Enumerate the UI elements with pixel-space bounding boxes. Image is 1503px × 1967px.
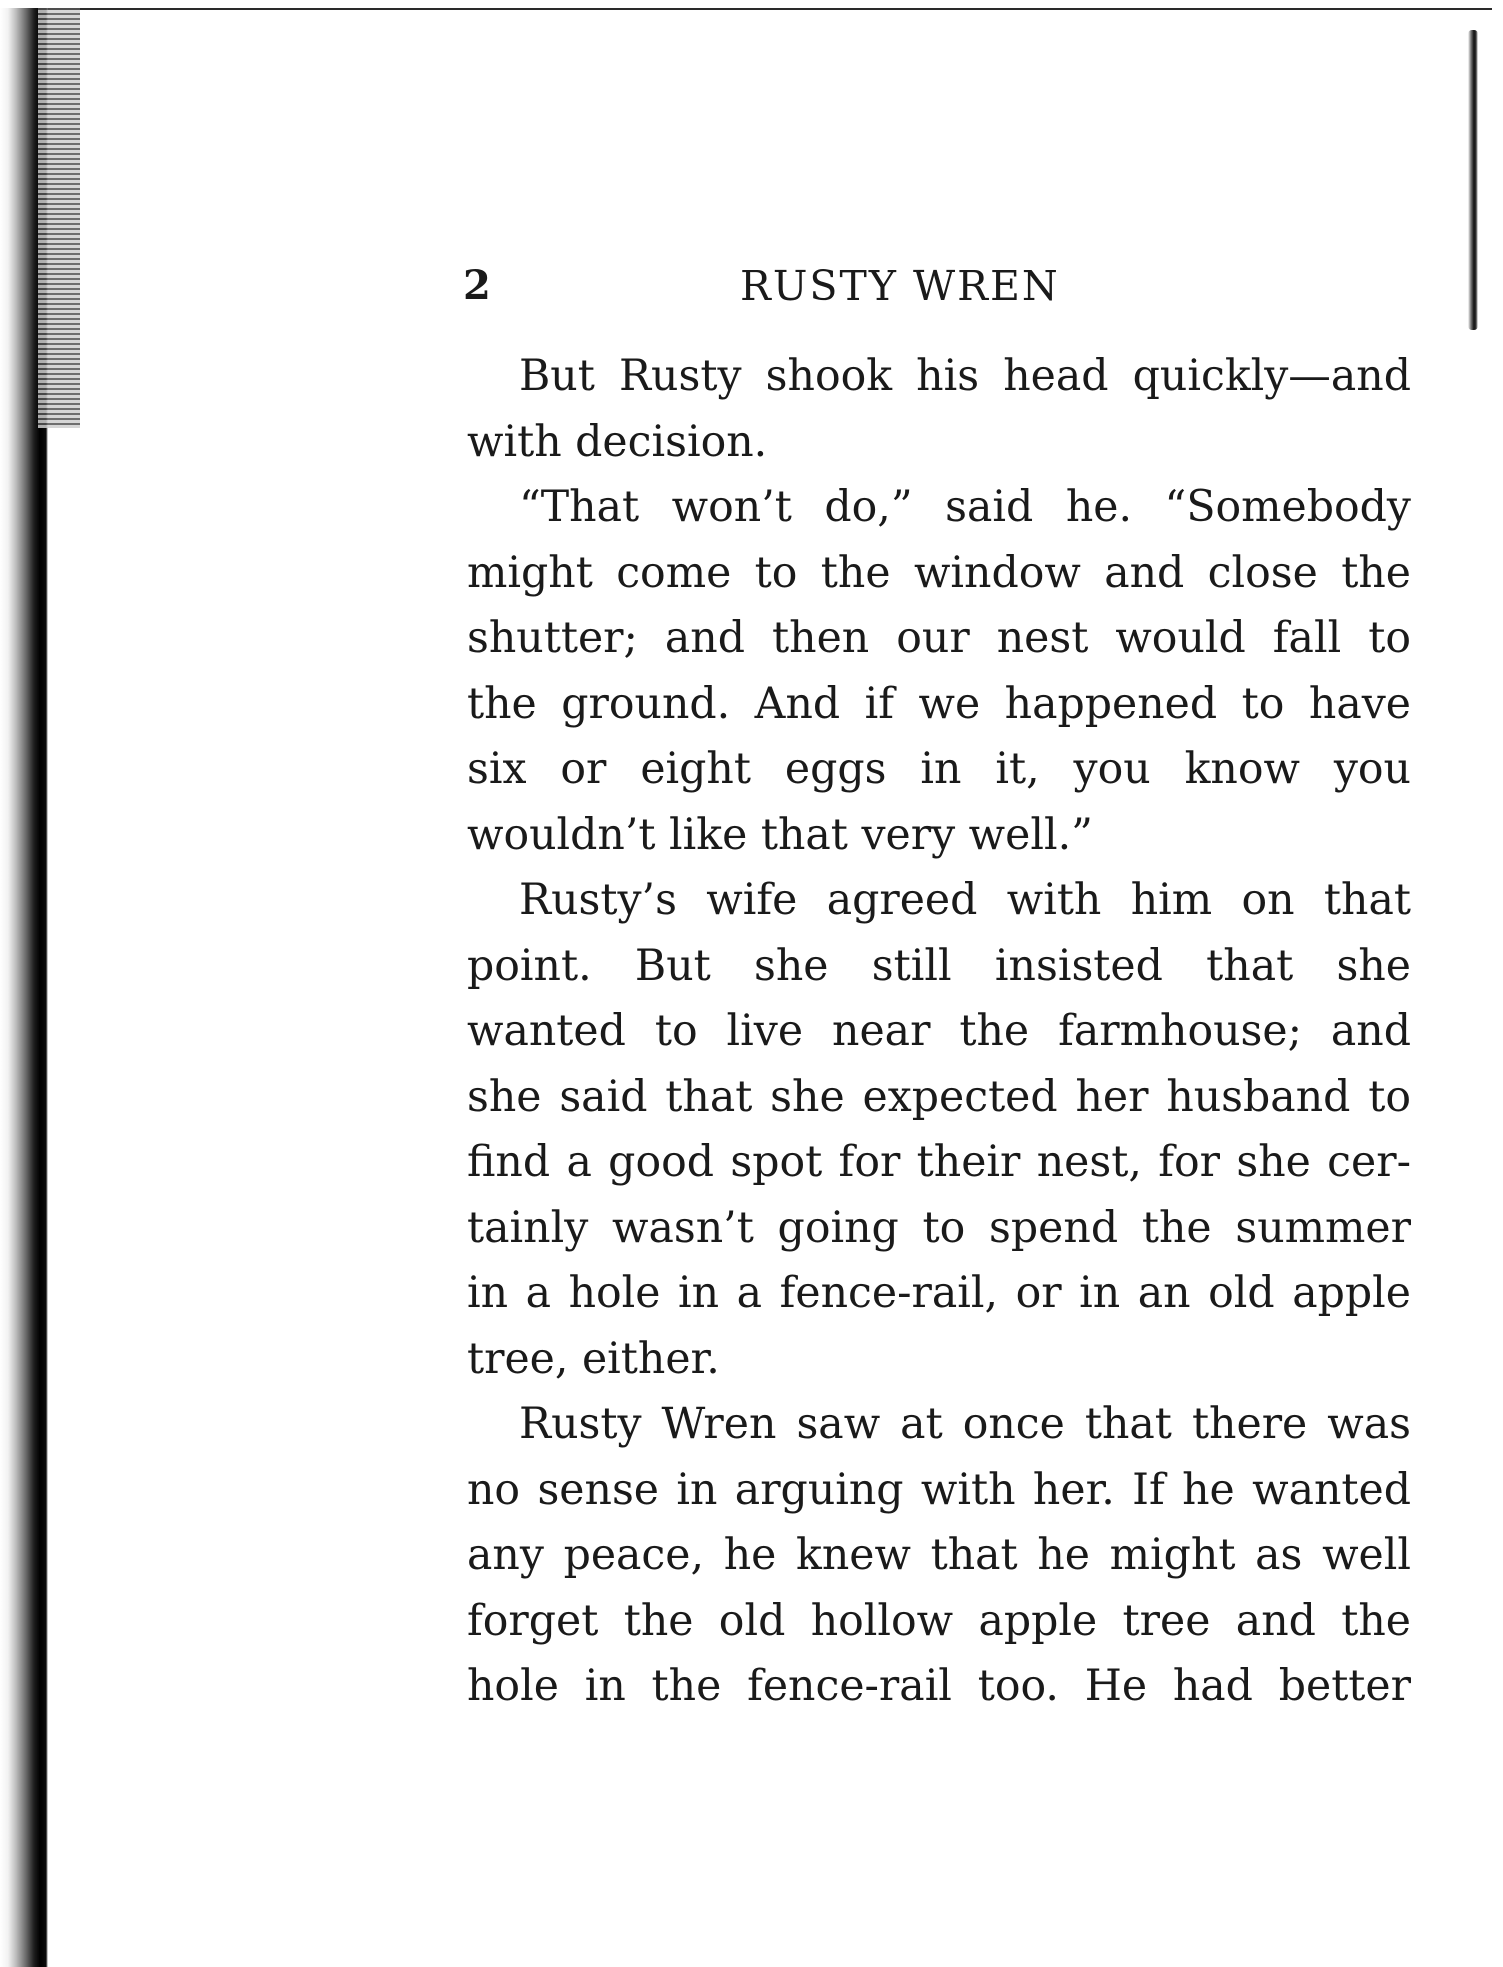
text-line: point. But she still insisted that she xyxy=(467,940,1411,991)
text-line: six or eight eggs in it, you know you xyxy=(467,744,1411,794)
page-number: 2 xyxy=(463,262,491,309)
text-line: any peace, he knew that he might as well xyxy=(467,1530,1411,1580)
text-line: find a good spot for their nest, for she cer- xyxy=(467,1137,1411,1187)
text-line: Rusty Wren saw at once that there was xyxy=(519,1399,1411,1449)
text-line: hole in the fence-rail too. He had better xyxy=(467,1661,1411,1711)
text-line: forget the old hollow apple tree and the xyxy=(467,1595,1411,1646)
text-line: tree, either. xyxy=(467,1333,720,1384)
text-line: she said that she expected her husband to xyxy=(467,1071,1411,1122)
text-line: wanted to live near the farmhouse; and xyxy=(467,1006,1411,1056)
scan-binding-stripes xyxy=(38,8,80,428)
text-line: the ground. And if we happened to have xyxy=(467,678,1411,729)
text-line: tainly wasn’t going to spend the summer xyxy=(467,1202,1411,1253)
page-top-border xyxy=(32,8,1492,10)
body-text xyxy=(467,344,1411,1720)
text-line: “That won’t do,” said he. “Somebody xyxy=(519,482,1411,532)
text-line: might come to the window and close the xyxy=(467,547,1411,598)
running-title: RUSTY WREN xyxy=(740,262,1060,310)
text-line: shutter; and then our nest would fall to xyxy=(467,613,1411,663)
text-line: But Rusty shook his head quickly—and xyxy=(519,351,1411,401)
running-head xyxy=(463,256,1503,316)
text-line: with decision. xyxy=(467,416,768,467)
text-line: no sense in arguing with her. If he wanted xyxy=(467,1464,1411,1515)
text-line: in a hole in a fence-rail, or in an old apple xyxy=(467,1268,1411,1318)
text-line: wouldn’t like that very well.” xyxy=(467,809,1093,860)
text-line: Rusty’s wife agreed with him on that xyxy=(519,875,1411,925)
